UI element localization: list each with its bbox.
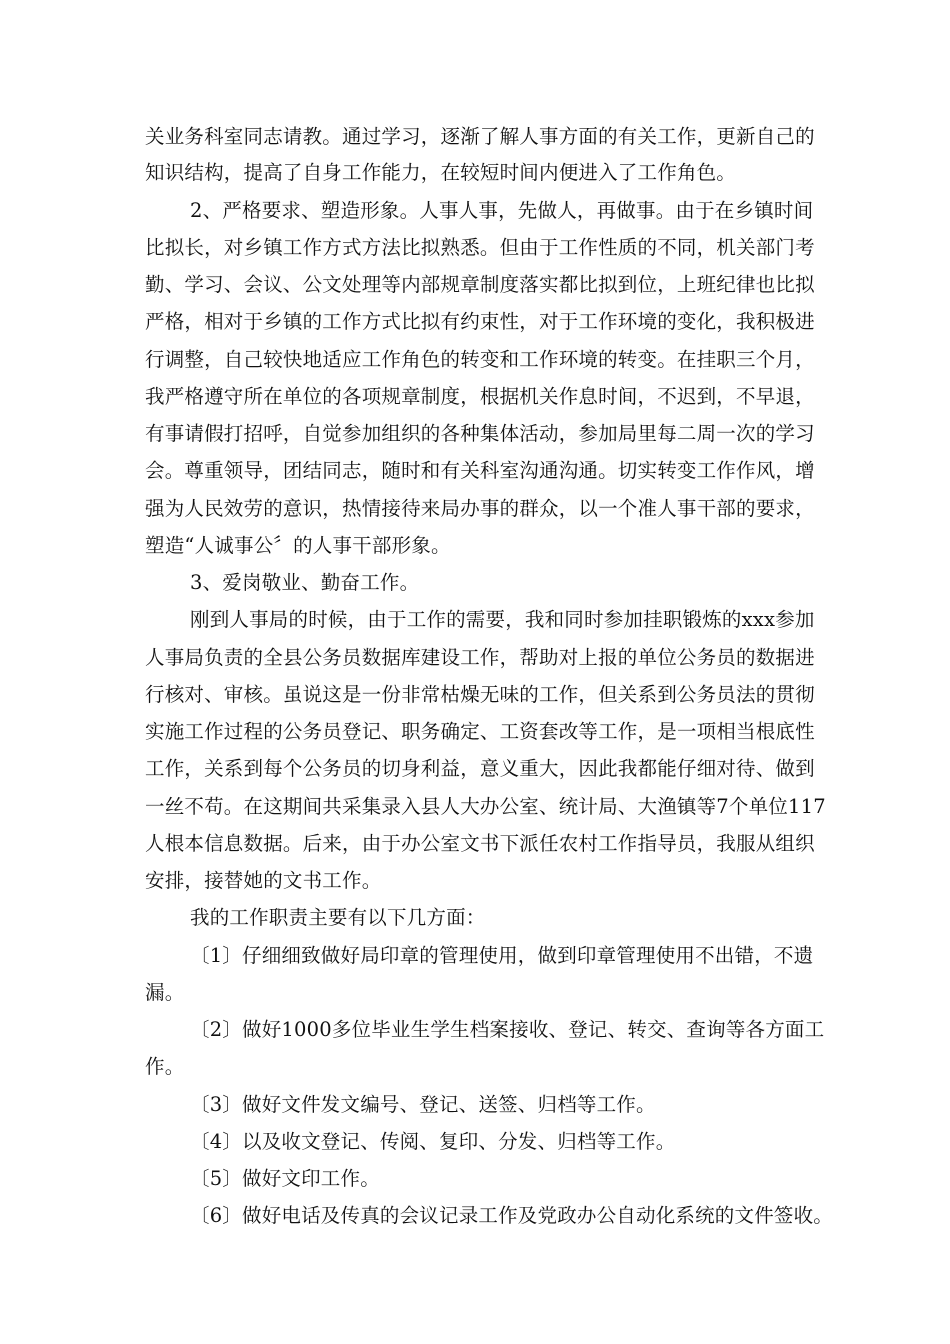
text-line: 安排，接替她的文书工作。 <box>145 869 382 892</box>
text-line: 一丝不苟。在这期间共采集录入县人大办公室、统计局、大渔镇等7个单位117 <box>145 795 826 818</box>
duty-item-2: 〔2〕做好1000多位毕业生学生档案接收、登记、转交、查询等各方面工 <box>190 1018 825 1041</box>
text-line: 严格，相对于乡镇的工作方式比拟有约束性，对于工作环境的变化，我积极进 <box>145 310 815 333</box>
text-line: 比拟长，对乡镇工作方式方法比拟熟悉。但由于工作性质的不同，机关部门考 <box>145 236 815 259</box>
text-line: 会。尊重领导，团结同志，随时和有关科室沟通沟通。切实转变工作作风，增 <box>145 459 815 482</box>
paragraph-start-line: 2、严格要求、塑造形象。人事人事，先做人，再做事。由于在乡镇时间 <box>190 199 814 222</box>
text-line: 漏。 <box>145 981 185 1004</box>
duty-item-5: 〔5〕做好文印工作。 <box>190 1167 380 1190</box>
text-line: 行核对、审核。虽说这是一份非常枯燥无味的工作，但关系到公务员法的贯彻 <box>145 683 815 706</box>
duty-item-6: 〔6〕做好电话及传真的会议记录工作及党政办公自动化系统的文件签收。 <box>190 1204 834 1227</box>
text-line: 工作，关系到每个公务员的切身利益，意义重大，因此我都能仔细对待、做到 <box>145 757 815 780</box>
duty-item-1: 〔1〕仔细细致做好局印章的管理使用，做到印章管理使用不出错，不遗 <box>190 944 814 967</box>
text-line: 塑造“人诚事公〞的人事干部形象。 <box>145 534 451 557</box>
text-line: 作。 <box>145 1055 185 1078</box>
paragraph-start-line: 3、爱岗敬业、勤奋工作。 <box>190 571 420 594</box>
text-line: 有事请假打招呼，自觉参加组织的各种集体活动，参加局里每二周一次的学习 <box>145 422 815 445</box>
text-line: 行调整，自己较快地适应工作角色的转变和工作环境的转变。在挂职三个月， <box>145 348 815 371</box>
text-line: 强为人民效劳的意识，热情接待来局办事的群众，以一个准人事干部的要求， <box>145 497 815 520</box>
duty-item-3: 〔3〕做好文件发文编号、登记、送签、归档等工作。 <box>190 1093 656 1116</box>
text-line: 人根本信息数据。后来，由于办公室文书下派任农村工作指导员，我服从组织 <box>145 832 815 855</box>
paragraph-start-line: 刚到人事局的时候，由于工作的需要，我和同时参加挂职锻炼的xxx参加 <box>190 608 815 631</box>
text-line: 人事局负责的全县公务员数据库建设工作，帮助对上报的单位公务员的数据进 <box>145 646 815 669</box>
text-line: 知识结构，提高了自身工作能力，在较短时间内便进入了工作角色。 <box>145 161 737 184</box>
duty-item-4: 〔4〕以及收文登记、传阅、复印、分发、归档等工作。 <box>190 1130 676 1153</box>
text-line: 实施工作过程的公务员登记、职务确定、工资套改等工作，是一项相当根底性 <box>145 720 815 743</box>
text-line: 我严格遵守所在单位的各项规章制度，根据机关作息时间，不迟到，不早退， <box>145 385 815 408</box>
paragraph-start-line: 我的工作职责主要有以下几方面： <box>190 906 486 929</box>
text-line: 关业务科室同志请教。通过学习，逐渐了解人事方面的有关工作，更新自己的 <box>145 125 815 148</box>
text-line: 勤、学习、会议、公文处理等内部规章制度落实都比拟到位，上班纪律也比拟 <box>145 273 815 296</box>
